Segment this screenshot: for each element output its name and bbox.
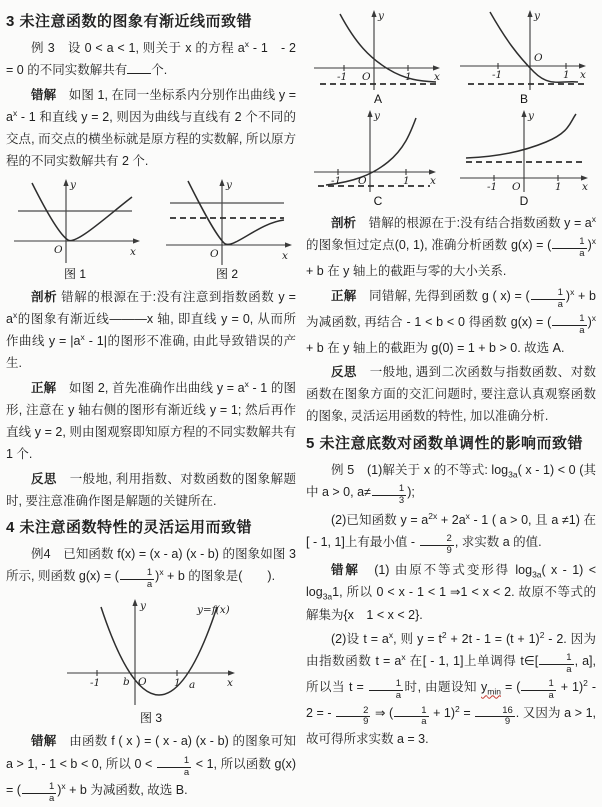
left-column <box>6 6 296 807</box>
tick-label-neg1: -1 <box>337 71 348 83</box>
figure-2 <box>158 175 296 282</box>
option-c-graph <box>308 106 448 196</box>
para-wrong-solution-2: 错解 由函数 f ( x ) = ( x - a) (x - b) 的图象可知 a > 1, - 1 < b < 0, 所以 0 < $\frac{1}{a}$ < 1, 所以函数 g(x) = ( $\frac{1}{a}$ )$^x$ + b 为减函数, 故选 B. <box>6 734 296 804</box>
figure-option-B <box>454 6 594 106</box>
para-wrong-solution-3-part1: 错解 (1) 由原不等式变形得 $\log_{3a}$( $x - 1) < \log_{3a}1$, 所以 0 < x - 1 < 1 ⇒1 < x < 2. 故原不等式的解集为{x 1 < x < 2}. <box>306 563 596 622</box>
figure-1-graph <box>6 175 144 267</box>
para-correct-solution-2: 正解 同错解, 先得到函数 g ( x) = ( $\frac{1}{a}$ )$^x$ + b 为减函数, 再结合 - 1 < b < 0 得函数 g(x) = ( $\frac{1}{a}$ )$^x$ + b 在 y 轴上的截距为 g(0) = 1 + b > 0. 故选 A. <box>306 286 596 355</box>
x-axis-label: x <box>582 181 588 193</box>
section-heading-5: 5 未注意底数对函数单调性的影响而致错 <box>306 434 584 452</box>
tick-label-neg1: -1 <box>487 181 498 193</box>
y-axis-label: y <box>139 600 146 613</box>
origin-label: O <box>137 676 147 689</box>
tick-label-1: 1 <box>173 677 181 690</box>
x-axis-label: x <box>430 175 436 187</box>
option-a-graph <box>308 6 448 94</box>
y-axis-label: y <box>374 110 380 122</box>
option-d-graph <box>454 106 594 196</box>
y-axis-label: y <box>226 178 232 191</box>
para-correct-solution-1: 正解 如图 2, 首先准确作出曲线 $y = a^x - 1$ 的图形, 注意在 y 轴右侧的图形有渐近线 y = 1; 然后再作直线 y = 2, 则由图观察即知原方程的不同实数解共有 1 个. <box>6 378 296 462</box>
tick-label-1: 1 <box>405 71 412 83</box>
tick-label-neg1: -1 <box>89 677 100 690</box>
option-b-graph <box>454 6 594 94</box>
para-reflection-1: 反思 一般地, 利用指数、对数函数的图象解题时, 要注意准确作图是解题的关键所在. <box>6 471 296 508</box>
para-reflection-2: 反思 一般地, 遇到二次函数与指数函数、对数函数在图象方面的交汇问题时, 要注意认真观察函数的图象, 灵活运用函数的特性, 加以准确分析. <box>306 364 596 424</box>
figure-1 <box>6 175 144 282</box>
figure-row-1-2 <box>6 175 296 282</box>
tick-label-1: 1 <box>555 181 562 193</box>
origin-label: O <box>512 181 521 193</box>
figure-caption-2: 图 2 <box>215 266 238 281</box>
para-example-5-part1: 例 5 (1)解关于 x 的不等式: $\log_{3a}$( x - 1) < 0 (其中 a > 0, a≠ $\frac{1}{3}$ ); <box>306 462 596 507</box>
origin-label: O <box>210 247 219 260</box>
origin-label: O <box>362 71 371 83</box>
x-axis-label: x <box>130 245 136 258</box>
tick-label-1: 1 <box>563 69 570 81</box>
origin-label: O <box>54 243 63 256</box>
y-axis-label: y <box>378 10 384 22</box>
figure-caption-D: D <box>519 194 529 208</box>
y-axis-label: y <box>70 178 76 191</box>
para-example-5-part2: (2)已知函数 $y = a^{2x} + 2a^x - 1$ ( a > 0, 且 a ≠1) 在[ - 1, 1]上有最小值 - $\frac{2}{9}$ , 求实数 a 的值. <box>306 510 596 557</box>
figure-2-graph <box>158 175 296 267</box>
para-wrong-solution-1: 错解 如图 1, 在同一坐标系内分别作出曲线 $y = a^x - 1$ 和直线 y = 2, 则因为曲线与直线有 2 个不同的交点, 而交点的横坐标就是原方程的实数解, 所以原方程的不同实数解共有 2 个. <box>6 87 296 169</box>
y-axis-label: y <box>528 110 534 122</box>
x-axis-label: x <box>434 71 440 83</box>
right-column <box>306 6 596 807</box>
root-label-b: b <box>122 676 130 689</box>
option-figures-grid <box>306 6 596 208</box>
figure-3 <box>59 593 244 726</box>
figure-caption-1: 图 1 <box>63 266 86 281</box>
figure-row-3 <box>6 593 296 726</box>
origin-label: O <box>358 175 367 187</box>
para-example-3: 例 3 设 0 < a < 1, 则关于 x 的方程 $a^x - 1$ - 2 = 0 的不同实数解共有 个. <box>6 38 297 78</box>
x-axis-label: x <box>226 677 233 690</box>
y-axis-label: y <box>534 10 540 22</box>
figure-caption-A: A <box>373 92 382 106</box>
figure-option-D <box>454 106 594 208</box>
figure-caption-B: B <box>519 92 528 106</box>
para-analysis-1: 剖析 错解的根源在于:没有注意到指数函数 $y = a^x$的图象有渐近线———x 轴, 即直线 y = 0, 从而所作曲线 $y = |a^x - 1|$的图形不准确, 由此导致错误的产生. <box>6 289 296 371</box>
figure-option-A <box>308 6 448 106</box>
figure-caption-3: 图 3 <box>139 711 162 726</box>
para-analysis-2: 剖析 错解的根源在于:没有结合指数函数 $y = a^x$ 的图象恒过定点(0, 1), 准确分析函数 g(x) = ( $\frac{1}{a}$ )$^x$ + b 在 y 轴上的截距与零的大小关系. <box>306 213 596 279</box>
figure-caption-C: C <box>373 194 383 208</box>
section-heading-3: 3 未注意函数的图象有渐近线而致错 <box>6 13 253 30</box>
origin-label: O <box>534 52 543 64</box>
section-heading-4: 4 未注意函数特性的灵活运用而致错 <box>6 519 253 536</box>
para-wrong-solution-3-part2: (2)设 $t = a^x$, 则 $y = t^2 + 2t - 1 = (t + 1)^2 - 2$. 因为由指数函数 $t = a^x$ 在[ - 1, 1]上单调得 t∈[ $\frac{1}{a}$ , a], 所以当 t = $\frac{1}{a}$ 时, 由题设知 $y_{min}$ = ( $\frac{1}{a}$ + 1)$^2$ - 2 = - $\frac{2}{9}$ ⇒ ( $\frac{1}{a}$ + 1)$^2$ = $\frac{16}{9}$ . 又因为 a > 1, 故可得所求实数 a = 3. <box>306 629 597 747</box>
tick-label-1: 1 <box>403 175 410 187</box>
figure-3-graph <box>59 593 244 711</box>
para-example-4: 例4 已知函数 f(x) = (x - a) (x - b) 的图象如图 3 所示, 则函数 g(x) = ( $\frac{1}{a}$ )$^x$ + b 的图象是( ). <box>6 547 296 591</box>
curve-label: y=f(x) <box>196 604 230 617</box>
x-axis-label: x <box>580 69 586 81</box>
figure-option-C <box>308 106 448 208</box>
root-label-a: a <box>188 679 195 692</box>
tick-label-neg1: -1 <box>492 69 503 81</box>
tick-label-neg1: -1 <box>331 175 342 187</box>
x-axis-label: x <box>282 249 288 262</box>
